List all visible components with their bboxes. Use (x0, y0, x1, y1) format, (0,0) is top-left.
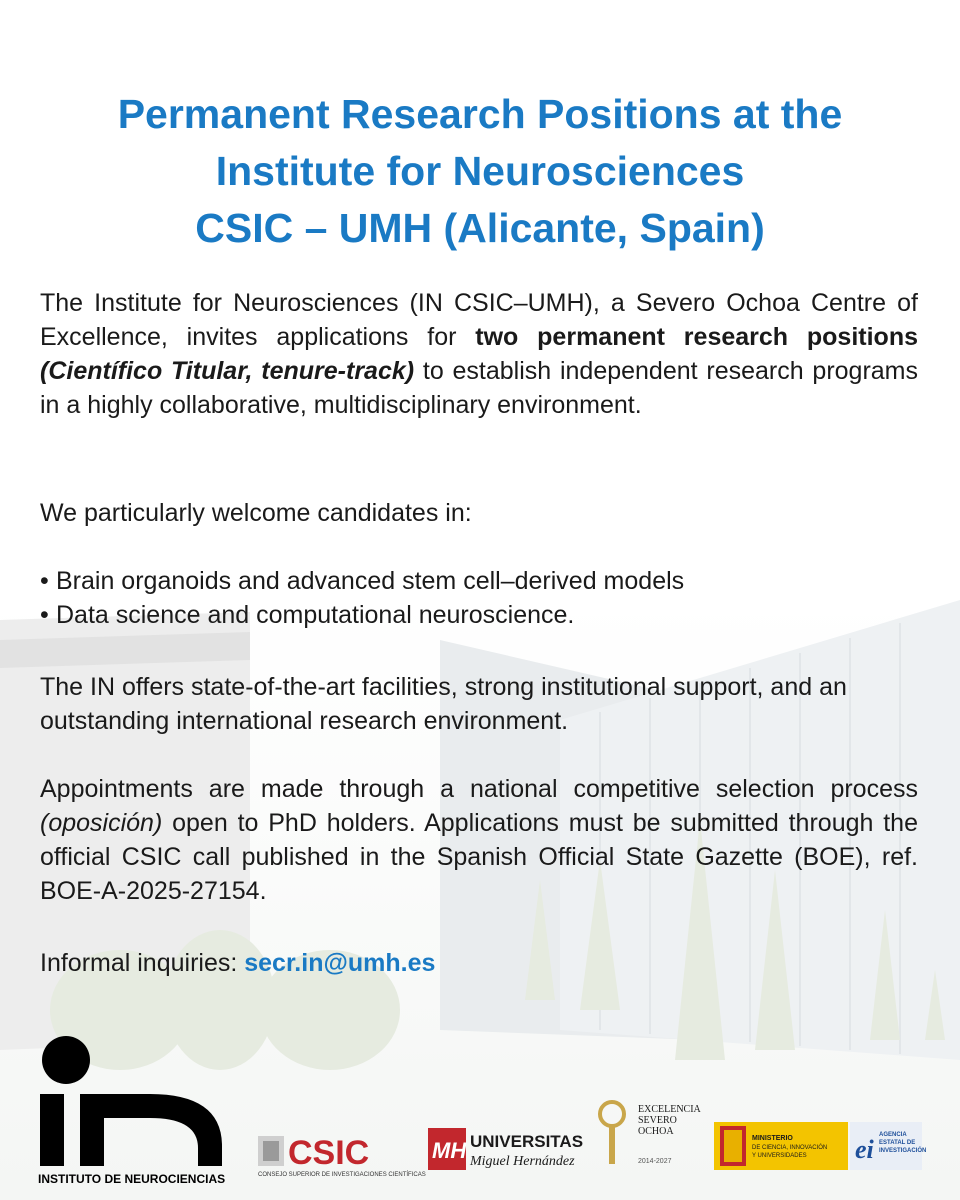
list-item (40, 598, 918, 632)
umh-monogram-icon: MH (432, 1138, 467, 1163)
in-logo-name: INSTITUTO DE NEUROCIENCIAS (38, 1172, 226, 1186)
list-item-text: Data science and computational neuroscience. (56, 601, 575, 629)
welcome-paragraph: We particularly welcome candidates in: (40, 499, 472, 527)
partner-logos (0, 1030, 960, 1200)
intro-text-1: The Institute for Neurosciences (IN CSIC–UMH), a Severo Ochoa Centre of Excellence, invites applications for (40, 289, 918, 351)
intro-italic-title: (Científico Titular, tenure-track) (40, 357, 415, 385)
severo-years: 2014-2027 (638, 1158, 672, 1165)
agencia-ei-icon: ei (855, 1135, 874, 1164)
severo-line-1: EXCELENCIA (638, 1104, 701, 1115)
bullet-icon: • (40, 601, 49, 629)
appointments-italic: (oposición) (40, 809, 163, 837)
umh-logo (428, 1128, 583, 1170)
inquiries-line (40, 946, 918, 980)
title-line-2: Institute for Neurosciences (215, 148, 745, 194)
appointments-paragraph (40, 772, 918, 908)
csic-wordmark: CSIC (288, 1134, 370, 1172)
candidate-areas-list (40, 564, 918, 632)
title-line-1: Permanent Research Positions at the (117, 91, 843, 137)
bullet-icon: • (40, 567, 49, 595)
severo-line-2: SEVERO (638, 1115, 677, 1126)
intro-paragraph (40, 286, 918, 422)
appointments-text-1: Appointments are made through a national competitive selection process (40, 775, 918, 803)
severo-ochoa-logo (600, 1102, 702, 1165)
list-item-text: Brain organoids and advanced stem cell–derived models (56, 567, 685, 595)
offers-paragraph: The IN offers state-of-the-art facilities, strong institutional support, and an outstanding international research environment. (40, 673, 847, 735)
umh-line-2: Miguel Hernández (470, 1154, 575, 1169)
list-item (40, 564, 918, 598)
umh-line-1: UNIVERSITAS (470, 1132, 584, 1151)
page-title (0, 86, 960, 257)
contact-email-link[interactable]: secr.in@umh.es (244, 949, 436, 977)
ministerio-line-1: MINISTERIO (752, 1135, 793, 1142)
agencia-line-2: ESTATAL DE (879, 1140, 916, 1146)
csic-logo (258, 1134, 426, 1178)
ministerio-line-2: DE CIENCIA, INNOVACIÓN (752, 1145, 828, 1151)
agencia-line-3: INVESTIGACIÓN (879, 1148, 927, 1154)
csic-subtitle: CONSEJO SUPERIOR DE INVESTIGACIONES CIENTÍFICAS (258, 1172, 426, 1178)
inquiries-label: Informal inquiries: (40, 949, 245, 977)
severo-line-3: OCHOA (638, 1126, 674, 1137)
title-line-3: CSIC – UMH (Alicante, Spain) (195, 205, 765, 251)
in-logo (30, 1036, 230, 1186)
agencia-estatal-logo (850, 1122, 926, 1170)
appointments-text-2: open to PhD holders. Applications must be submitted through the official CSIC call published in the Spanish Official State Gazette (BOE), ref. BOE-A-2025-27154. (40, 809, 918, 905)
ministerio-logo (714, 1122, 848, 1170)
agencia-line-1: AGENCIA (879, 1132, 907, 1138)
ministerio-line-3: Y UNIVERSIDADES (752, 1153, 807, 1159)
intro-bold-positions: two permanent research positions (475, 323, 919, 351)
intro-text-2: to establish independent research programs in a highly collaborative, multidisciplinary environment. (40, 357, 918, 419)
